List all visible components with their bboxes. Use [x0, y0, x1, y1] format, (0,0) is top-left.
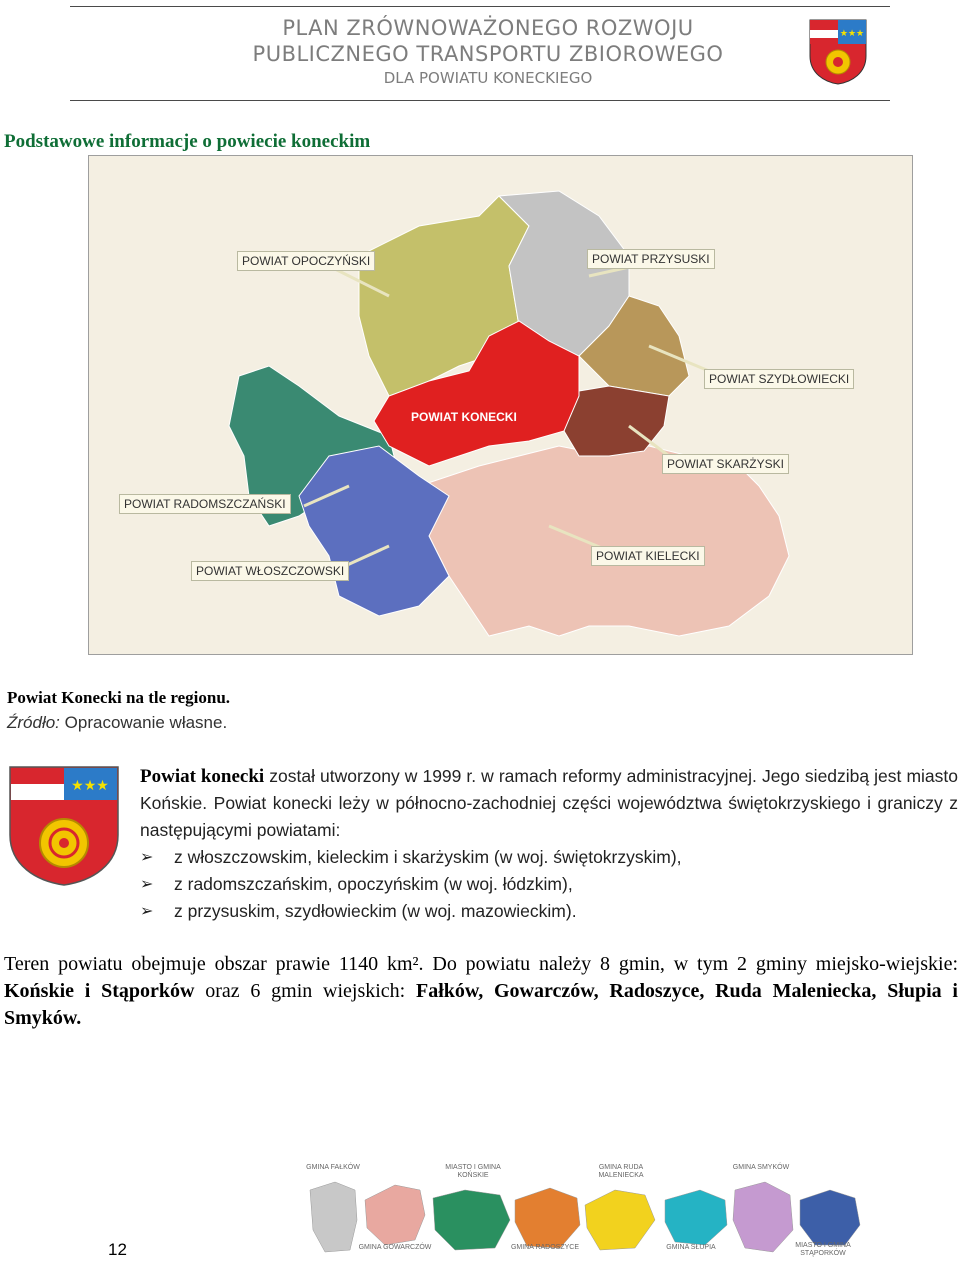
gmina-shape-slupia: [665, 1190, 727, 1245]
figure-source: Źródło: Opracowanie własne.: [7, 713, 228, 732]
figure-caption: Powiat Konecki na tle regionu.: [7, 688, 231, 707]
section-title: Podstawowe informacje o powiecie koneckim: [4, 131, 371, 152]
region-map: [88, 155, 913, 655]
page-number: 12: [108, 1240, 127, 1259]
map-label-konecki: POWIAT KONECKI: [411, 410, 517, 424]
svg-text:★★★: ★★★: [71, 778, 109, 794]
gmina-label: MIASTO I GMINA KOŃSKIE: [445, 1164, 501, 1179]
gmina-shape-staporkow: [800, 1190, 860, 1245]
map-label-radomszczanski: POWIAT RADOMSZCZAŃSKI: [119, 494, 291, 514]
map-label-przysuski: POWIAT PRZYSUSKI: [587, 249, 715, 269]
svg-text:★★★: ★★★: [839, 29, 865, 39]
arrow-bullet-icon: ➢: [140, 876, 154, 893]
map-label-szydlowiecki: POWIAT SZYDŁOWIECKI: [704, 369, 854, 389]
source-label: Źródło:: [7, 713, 60, 732]
gmina-shape-falkow: [310, 1182, 357, 1252]
intro-paragraph: [140, 763, 958, 844]
map-label-skarzyski: POWIAT SKARŻYSKI: [662, 454, 789, 474]
gmina-label: GMINA SMYKÓW: [732, 1164, 790, 1171]
gmina-shape-konskie: [433, 1190, 510, 1250]
gmina-label: MIASTO I GMINA STĄPORKÓW: [795, 1242, 851, 1257]
source-text: Opracowanie własne: [64, 713, 223, 732]
arrow-bullet-icon: ➢: [140, 903, 154, 920]
header-title-line3: DLA POWIATU KONECKIEGO: [383, 69, 593, 87]
bullet-list: [140, 844, 682, 925]
gmina-label: GMINA FAŁKÓW: [306, 1164, 360, 1171]
area-paragraph: Teren powiatu obejmuje obszar prawie 1140 km². Do powiatu należy 8 gmin, w tym 2 gminy miejsko-wiejskie: Końskie i Stąporków oraz 6 gmin wiejskich: Fałków, Gowarczów, Radoszyce, Ruda Maleniecka, Słupia i Smyków.: [4, 953, 958, 1029]
gmina-label: GMINA GOWARCZÓW: [358, 1244, 432, 1251]
gmina-shape-gowarczow: [365, 1185, 425, 1245]
map-region-kielecki: [419, 446, 789, 636]
gmina-label: GMINA SŁUPIA: [666, 1244, 716, 1251]
gmina-label: GMINA RADOSZYCE: [510, 1244, 580, 1251]
map-label-opoczynski: POWIAT OPOCZYŃSKI: [237, 251, 375, 271]
map-label-wloszczowski: POWIAT WŁOSZCZOWSKI: [191, 561, 349, 581]
map-region-wloszczowski: [299, 446, 449, 616]
intro-bold-lead: Powiat konecki: [140, 766, 265, 787]
header-rule-bottom: [70, 100, 890, 101]
gminy-strip: [305, 1160, 865, 1260]
gmina-label: GMINA RUDA MALENIECKA: [598, 1164, 644, 1179]
map-label-kielecki: POWIAT KIELECKI: [591, 546, 705, 566]
list-item: ➢ z radomszczańskim, opoczyńskim (w woj. łódzkim),: [140, 871, 682, 898]
list-item: ➢ z włoszczowskim, kieleckim i skarżyskim (w woj. świętokrzyskim),: [140, 844, 682, 871]
intro-text: został utworzony w 1999 r. w ramach reformy administracyjnej. Jego siedzibą jest miasto Końskie. Powiat konecki leży w północno-zachodniej części województwa świętokrzyskiego i graniczy z następującymi powiatami:: [140, 766, 958, 840]
arrow-bullet-icon: ➢: [140, 849, 154, 866]
header-title-line2: PUBLICZNEGO TRANSPORTU ZBIOROWEGO: [252, 42, 724, 66]
list-item: ➢ z przysuskim, szydłowieckim (w woj. mazowieckim).: [140, 898, 682, 925]
gmina-shape-ruda: [585, 1190, 655, 1250]
document-header-title: [228, 18, 748, 86]
gmina-shape-radoszyce: [515, 1188, 580, 1248]
header-title-line1: PLAN ZRÓWNOWAŻONEGO ROZWOJU: [282, 16, 694, 40]
coat-of-arms-icon: [808, 18, 868, 86]
header-rule-top: [70, 6, 890, 7]
coat-of-arms-large-icon: [8, 765, 120, 887]
